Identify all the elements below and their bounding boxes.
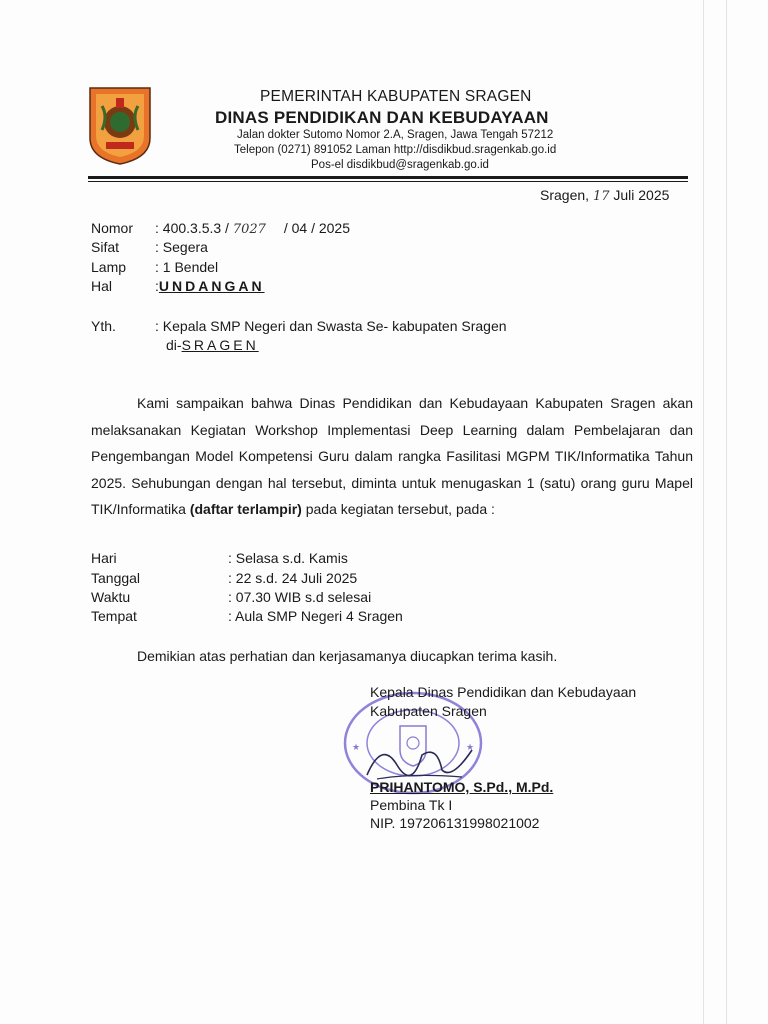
- detail-value: : 07.30 WIB s.d selesai: [228, 589, 372, 605]
- recipient-prefix: di-: [166, 337, 182, 353]
- page-edge-line: [703, 0, 704, 1024]
- sifat-label: Sifat: [91, 239, 120, 255]
- header-government: PEMERINTAH KABUPATEN SRAGEN: [260, 88, 532, 105]
- body-text: Kami sampaikan bahwa Dinas Pendidikan dan Kebudayaan Kabupaten Sragen akan melaksanakan Kegiatan Workshop Implementasi Deep Learning dalam Pembelajaran dan Pengembangan Model Kompetensi Guru dalam rangka Fasilitasi MGPM TIK/Informatika Tahun 2025. Sehubungan dengan hal tersebut, diminta untuk menugaskan 1 (satu) orang guru Mapel TIK/Informatika: [91, 395, 693, 517]
- recipient-place: SRAGEN: [181, 337, 259, 353]
- body-bold-text: (daftar terlampir): [189, 501, 302, 517]
- nomor-handwritten: 7027: [232, 222, 266, 237]
- signatory-title-1: Kepala Dinas Pendidikan dan Kebudayaan: [370, 684, 637, 700]
- detail-value: : 22 s.d. 24 Juli 2025: [228, 570, 358, 586]
- hal-colon: :: [155, 278, 159, 294]
- detail-value: : Aula SMP Negeri 4 Sragen: [228, 608, 403, 624]
- header-email: Pos-el disdikbud@sragenkab.go.id: [311, 159, 489, 171]
- nomor-prefix: : 400.3.5.3 /: [155, 220, 229, 236]
- handwritten-signature-icon: [362, 735, 482, 785]
- lamp-value: : 1 Bendel: [155, 259, 219, 275]
- nomor-label: Nomor: [91, 220, 134, 236]
- detail-label: Waktu: [91, 589, 131, 605]
- recipient-line1: : Kepala SMP Negeri dan Swasta Se- kabupaten Sragen: [155, 318, 507, 334]
- header-agency: DINAS PENDIDIKAN DAN KEBUDAYAAN: [215, 108, 549, 127]
- header-rule-thick: [88, 176, 688, 179]
- svg-text:★: ★: [352, 743, 361, 753]
- signatory-name: PRIHANTOMO, S.Pd., M.Pd.: [370, 779, 554, 795]
- recipient-line2: [166, 337, 259, 353]
- header-rule-thin: [88, 181, 688, 182]
- sifat-value: : Segera: [155, 239, 208, 255]
- detail-label: Hari: [91, 550, 117, 566]
- page-edge-line: [726, 0, 727, 1024]
- date-prefix: Sragen,: [540, 187, 590, 203]
- body-paragraph: [91, 390, 693, 523]
- body-text-end: pada kegiatan tersebut, pada :: [305, 501, 495, 517]
- closing-sentence: Demikian atas perhatian dan kerjasamanya diucapkan terima kasih.: [137, 648, 558, 664]
- date-rest: Juli 2025: [613, 187, 670, 203]
- hal-value: [155, 278, 265, 294]
- header-contact: Telepon (0271) 891052 Laman http://disdikbud.sragenkab.go.id: [234, 144, 557, 156]
- signatory-nip: NIP. 197206131998021002: [370, 815, 540, 831]
- svg-text:★: ★: [466, 743, 475, 753]
- nomor-value: [155, 220, 350, 237]
- signatory-rank: Pembina Tk I: [370, 797, 453, 813]
- signatory-title-2: Kabupaten Sragen: [370, 703, 487, 719]
- detail-value: : Selasa s.d. Kamis: [228, 550, 348, 566]
- regency-logo-icon: [88, 86, 152, 166]
- detail-label: Tempat: [91, 608, 137, 624]
- hal-label: Hal: [91, 278, 113, 294]
- recipient-label: Yth.: [91, 318, 116, 334]
- letter-date: [540, 187, 669, 204]
- detail-label: Tanggal: [91, 570, 141, 586]
- date-day-handwritten: 17: [592, 189, 610, 204]
- hal-subject: UNDANGAN: [158, 278, 265, 294]
- header-address: Jalan dokter Sutomo Nomor 2.A, Sragen, Jawa Tengah 57212: [237, 129, 554, 141]
- lamp-label: Lamp: [91, 259, 127, 275]
- nomor-suffix: / 04 / 2025: [283, 220, 350, 236]
